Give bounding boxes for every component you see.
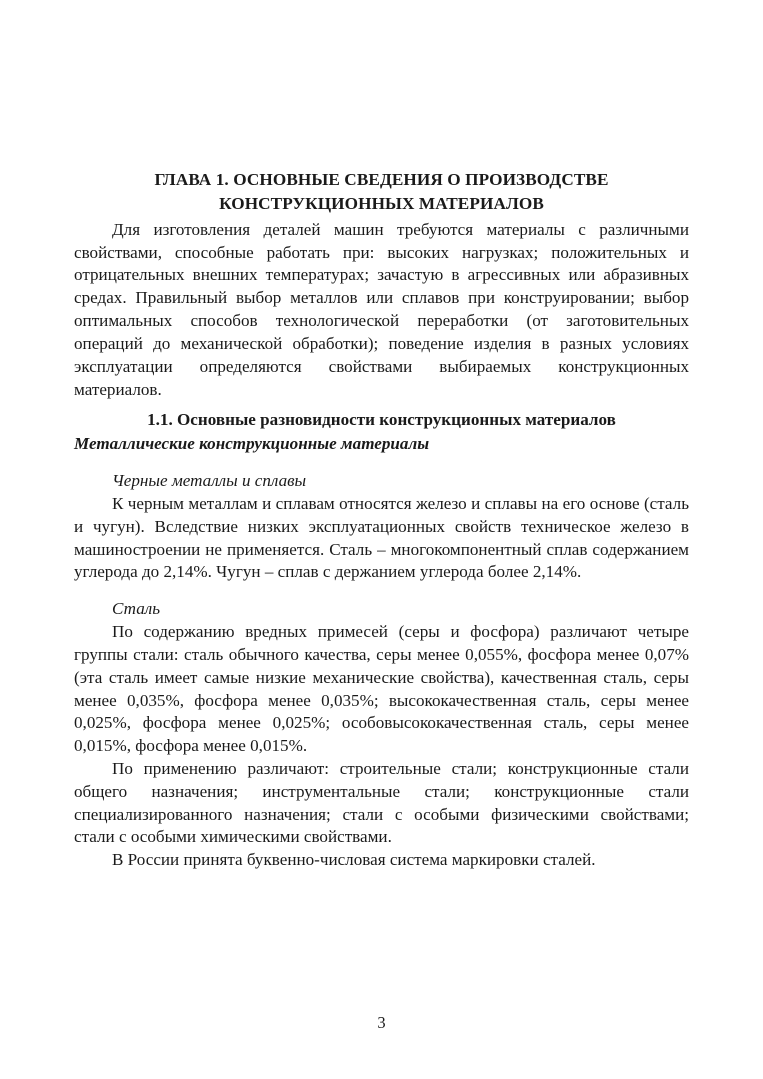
page-number: 3 [377,1013,386,1032]
section-heading-1-1: 1.1. Основные разновидности конструкционных материалов [147,410,616,430]
intro-paragraph: Для изготовления деталей машин требуются материалы с различными свойствами, способные работать при: высоких нагрузках; положительных и отрицательных внешних температурах; зачастую в агрессивных или абразивных средах. Правильный выбор металлов или сплавов при конструировании; выбор оптимальных способов технологической переработки (от заготовительных операций до механической обработки); поведение изделия в разных условиях эксплуатации определяются свойствами выбираемых конструкционных материалов. [74,219,689,399]
subsection-metallic-materials: Металлические конструкционные материалы [74,434,430,454]
chapter-title [74,168,689,217]
paragraph-steel-impurities: По содержанию вредных примесей (серы и фосфора) различают четыре группы стали: сталь обычного качества, серы менее 0,055%, фосфора менее 0,07% (эта сталь имеет самые низкие механические свойства), качественная сталь, серы менее 0,035%, фосфора менее 0,035%; высококачественная сталь, серы менее 0,025%, фосфора менее 0,025%; особовысококачественная сталь, серы менее 0,015%, фосфора менее 0,015%. [74,622,689,756]
chapter-title-line-2: КОНСТРУКЦИОННЫХ МАТЕРИАЛОВ [219,194,544,214]
paragraph-ferrous-metals: К черным металлам и сплавам относятся железо и сплавы на его основе (сталь и чугун). Вследствие низких эксплуатационных свойств техническое железо в машиностроении не применяется. Сталь – многокомпонентный сплав содержанием углерода до 2,14%. Чугун – сплав с держанием углерода более 2,14%. [74,494,689,582]
chapter-title-line-1: ГЛАВА 1. ОСНОВНЫЕ СВЕДЕНИЯ О ПРОИЗВОДСТВЕ [154,170,609,189]
paragraph-steel-application: По применению различают: строительные стали; конструкционные стали общего назначения; инструментальные стали; конструкционные стали специализированного назначения; стали с особыми физическими свойствами; стали с особыми химическими свойствами. [74,759,689,847]
subheading-ferrous-metals: Черные металлы и сплавы [112,471,307,491]
subheading-steel: Сталь [112,599,160,619]
paragraph-steel-marking: В России принята буквенно-числовая система маркировки сталей. [112,850,596,870]
